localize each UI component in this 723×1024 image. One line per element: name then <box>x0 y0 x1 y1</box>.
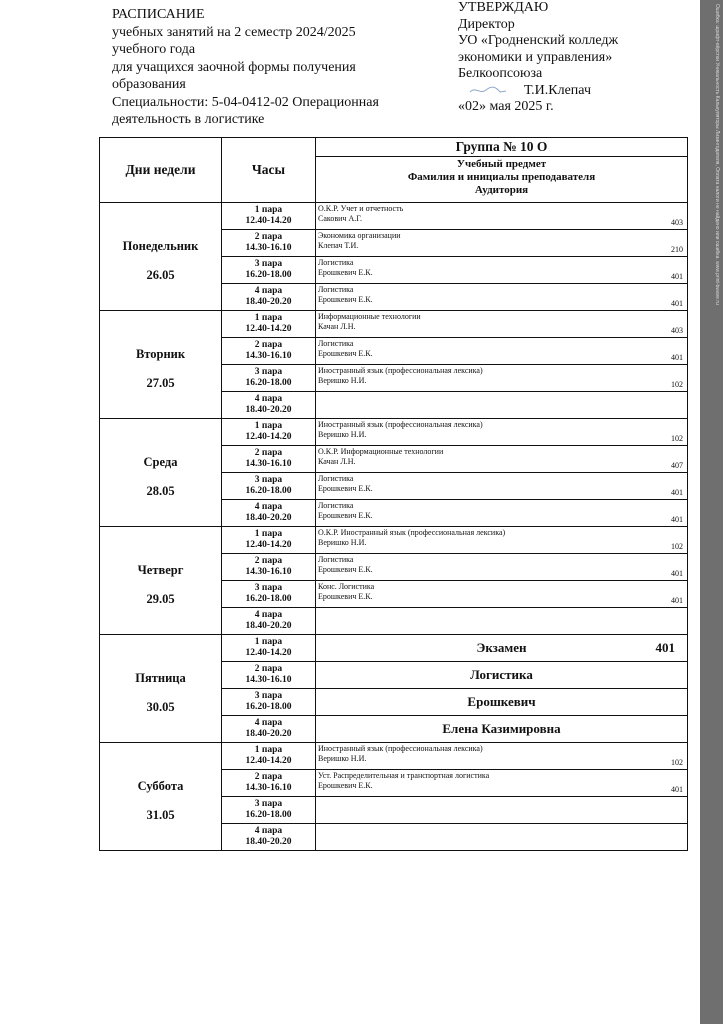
pair-time: 16.20-18.00 <box>245 378 292 388</box>
exam-text: Логистика <box>470 667 533 682</box>
subject-name: Логистика <box>318 285 354 294</box>
col-header-days: Дни недели <box>100 138 222 203</box>
approve-date: «02» мая 2025 г. <box>458 98 554 114</box>
subject-cell <box>316 500 688 527</box>
room-number: 401 <box>671 596 683 605</box>
hours-cell <box>222 203 316 230</box>
pair-label: 3 пара <box>254 366 283 377</box>
title-line: РАСПИСАНИЕ <box>112 7 205 22</box>
signer-name: Т.И.Клепач <box>524 82 591 98</box>
day-cell <box>100 203 222 311</box>
subject-cell <box>316 230 688 257</box>
pair-label: 2 пара <box>254 339 283 350</box>
pair-time: 12.40-14.20 <box>245 540 292 550</box>
hours-cell <box>222 743 316 770</box>
pair-time: 14.30-16.10 <box>245 567 292 577</box>
pair-time: 14.30-16.10 <box>245 243 292 253</box>
approval-block <box>458 0 658 115</box>
teacher-name: Ерошкевич Е.К. <box>318 592 373 601</box>
subject-name: Логистика <box>318 258 354 267</box>
subject-name: Логистика <box>318 339 354 348</box>
pair-label: 2 пара <box>254 663 283 674</box>
title-line: учебных занятий на 2 семестр 2024/2025 <box>112 24 356 40</box>
pair-time: 14.30-16.10 <box>245 675 292 685</box>
col-header-hours: Часы <box>222 138 316 203</box>
pair-time: 16.20-18.00 <box>245 594 292 604</box>
subject-cell <box>316 392 688 419</box>
pair-label: 3 пара <box>254 690 283 701</box>
pair-time: 14.30-16.10 <box>245 459 292 469</box>
room-number: 401 <box>671 569 683 578</box>
subject-header-line: Аудитория <box>474 184 529 196</box>
room-number: 401 <box>671 272 683 281</box>
approve-org-line: экономики и управления» <box>458 49 613 65</box>
subject-cell <box>316 419 688 446</box>
approve-position: Директор <box>458 16 515 32</box>
hours-cell <box>222 608 316 635</box>
subject-cell <box>316 770 688 797</box>
subject-name: Логистика <box>318 555 354 564</box>
hours-cell <box>222 689 316 716</box>
day-date: 29.05 <box>146 592 175 606</box>
hours-cell <box>222 581 316 608</box>
hours-cell <box>222 824 316 851</box>
hours-cell <box>222 338 316 365</box>
hours-cell <box>222 419 316 446</box>
pair-time: 12.40-14.20 <box>245 648 292 658</box>
hours-cell <box>222 311 316 338</box>
room-number: 401 <box>671 299 683 308</box>
day-name: Суббота <box>137 779 184 793</box>
teacher-name: Сакович А.Г. <box>318 214 362 223</box>
day-cell <box>100 419 222 527</box>
table-row <box>100 203 688 230</box>
subject-header-line: Фамилия и инициалы преподавателя <box>407 171 596 183</box>
hours-cell <box>222 797 316 824</box>
subject-name: О.К.Р. Иностранный язык (профессиональная лексика) <box>318 528 506 537</box>
subject-cell <box>316 797 688 824</box>
room-number: 210 <box>671 245 683 254</box>
teacher-name: Качан Л.Н. <box>318 457 356 466</box>
teacher-name: Веришко Н.И. <box>318 538 367 547</box>
hours-cell <box>222 716 316 743</box>
hours-cell <box>222 230 316 257</box>
pair-label: 3 пара <box>254 582 283 593</box>
teacher-name: Качан Л.Н. <box>318 322 356 331</box>
exam-line <box>316 662 688 689</box>
subject-name: Конс. Логистика <box>318 582 375 591</box>
teacher-name: Ерошкевич Е.К. <box>318 349 373 358</box>
subject-cell <box>316 446 688 473</box>
room-number: 102 <box>671 542 683 551</box>
title-line: для учащихся заочной формы получения <box>112 59 356 75</box>
subject-name: Информационные технологии <box>318 312 421 321</box>
hours-cell <box>222 473 316 500</box>
pair-time: 18.40-20.20 <box>245 297 292 307</box>
room-number: 102 <box>671 380 683 389</box>
hours-cell <box>222 446 316 473</box>
room-number: 401 <box>671 785 683 794</box>
room-number: 401 <box>671 515 683 524</box>
exam-room: 401 <box>655 640 675 655</box>
teacher-name: Ерошкевич Е.К. <box>318 484 373 493</box>
exam-line <box>316 716 688 743</box>
hours-cell <box>222 257 316 284</box>
room-number: 407 <box>671 461 683 470</box>
hours-cell <box>222 635 316 662</box>
title-line: образования <box>112 77 186 92</box>
subject-cell <box>316 581 688 608</box>
exam-text: Экзамен <box>476 640 527 655</box>
hours-cell <box>222 500 316 527</box>
pair-time: 18.40-20.20 <box>245 405 292 415</box>
day-date: 28.05 <box>146 484 175 498</box>
day-date: 31.05 <box>146 808 175 822</box>
teacher-name: Веришко Н.И. <box>318 754 367 763</box>
group-header: Группа № 10 О <box>316 138 688 157</box>
day-name: Пятница <box>135 671 186 685</box>
day-cell <box>100 743 222 851</box>
exam-title <box>316 635 688 662</box>
subject-name: Логистика <box>318 474 354 483</box>
pair-label: 2 пара <box>254 231 283 242</box>
subject-header-line: Учебный предмет <box>456 158 547 170</box>
room-number: 401 <box>671 488 683 497</box>
pair-label: 1 пара <box>254 204 283 215</box>
title-line: Специальности: 5-04-0412-02 Операционная <box>112 94 379 110</box>
table-row <box>100 635 688 662</box>
pair-label: 4 пара <box>254 285 283 296</box>
pair-label: 4 пара <box>254 393 283 404</box>
pair-time: 12.40-14.20 <box>245 432 292 442</box>
schedule-title-block <box>112 6 412 129</box>
approve-org-line: Белкоопсоюза <box>458 66 543 81</box>
table-row <box>100 527 688 554</box>
subject-name: О.К.Р. Информационные технологии <box>318 447 444 456</box>
hours-cell <box>222 662 316 689</box>
pair-label: 1 пара <box>254 528 283 539</box>
subject-cell <box>316 365 688 392</box>
pair-time: 14.30-16.10 <box>245 351 292 361</box>
subject-name: Уст. Распределительная и транспортная логистика <box>318 771 490 780</box>
pair-label: 2 пара <box>254 555 283 566</box>
pair-label: 3 пара <box>254 258 283 269</box>
pair-time: 16.20-18.00 <box>245 810 292 820</box>
subject-header <box>316 157 688 203</box>
pair-time: 18.40-20.20 <box>245 513 292 523</box>
pair-label: 1 пара <box>254 636 283 647</box>
day-date: 26.05 <box>146 268 175 282</box>
teacher-name: Веришко Н.И. <box>318 376 367 385</box>
pair-time: 12.40-14.20 <box>245 324 292 334</box>
pair-time: 12.40-14.20 <box>245 216 292 226</box>
pair-label: 4 пара <box>254 825 283 836</box>
room-number: 401 <box>671 353 683 362</box>
subject-cell <box>316 473 688 500</box>
pair-label: 1 пара <box>254 420 283 431</box>
day-date: 30.05 <box>146 700 175 714</box>
approve-org-line: УО «Гродненский колледж <box>458 33 619 48</box>
pair-label: 4 пара <box>254 501 283 512</box>
exam-text: Ерошкевич <box>467 694 536 709</box>
pair-label: 4 пара <box>254 609 283 620</box>
subject-cell <box>316 203 688 230</box>
exam-line <box>316 689 688 716</box>
side-note: Ошибка: шрифт-вёрстки Уникальность Калькуляторы Лизингодателя, Оплата налоги не найдено или ошибка. www.print-bwave.ru <box>714 4 720 305</box>
teacher-name: Ерошкевич Е.К. <box>318 295 373 304</box>
day-cell <box>100 311 222 419</box>
subject-cell <box>316 608 688 635</box>
teacher-name: Ерошкевич Е.К. <box>318 781 373 790</box>
pair-time: 16.20-18.00 <box>245 702 292 712</box>
subject-name: Иностранный язык (профессиональная лексика) <box>318 420 483 429</box>
room-number: 102 <box>671 434 683 443</box>
teacher-name: Клепач Т.И. <box>318 241 359 250</box>
pair-label: 3 пара <box>254 474 283 485</box>
room-number: 403 <box>671 218 683 227</box>
hours-cell <box>222 284 316 311</box>
title-line: учебного года <box>112 42 196 57</box>
title-line: деятельность в логистике <box>112 112 265 127</box>
teacher-name: Ерошкевич Е.К. <box>318 511 373 520</box>
teacher-name: Ерошкевич Е.К. <box>318 565 373 574</box>
hours-cell <box>222 392 316 419</box>
exam-text: Елена Казимировна <box>442 721 561 736</box>
approve-title: УТВЕРЖДАЮ <box>458 0 549 15</box>
hours-cell <box>222 527 316 554</box>
room-number: 102 <box>671 758 683 767</box>
schedule-body <box>100 203 688 851</box>
hours-cell <box>222 554 316 581</box>
subject-name: Иностранный язык (профессиональная лексика) <box>318 744 483 753</box>
pair-label: 1 пара <box>254 312 283 323</box>
pair-time: 18.40-20.20 <box>245 621 292 631</box>
subject-cell <box>316 311 688 338</box>
pair-time: 16.20-18.00 <box>245 270 292 280</box>
signature-row <box>458 83 658 99</box>
table-row <box>100 419 688 446</box>
subject-cell <box>316 743 688 770</box>
day-name: Вторник <box>135 347 186 361</box>
teacher-name: Веришко Н.И. <box>318 430 367 439</box>
hours-cell <box>222 770 316 797</box>
pair-time: 14.30-16.10 <box>245 783 292 793</box>
pair-label: 2 пара <box>254 771 283 782</box>
pair-label: 3 пара <box>254 798 283 809</box>
day-name: Среда <box>143 455 178 469</box>
day-name: Четверг <box>137 563 184 577</box>
subject-name: Экономика организации <box>318 231 401 240</box>
pair-time: 18.40-20.20 <box>245 837 292 847</box>
subject-cell <box>316 338 688 365</box>
hours-cell <box>222 365 316 392</box>
pair-time: 12.40-14.20 <box>245 756 292 766</box>
table-row <box>100 743 688 770</box>
day-cell <box>100 527 222 635</box>
subject-name: О.К.Р. Учет и отчетность <box>318 204 404 213</box>
table-row <box>100 311 688 338</box>
subject-cell <box>316 554 688 581</box>
subject-cell <box>316 257 688 284</box>
subject-name: Иностранный язык (профессиональная лексика) <box>318 366 483 375</box>
subject-cell <box>316 284 688 311</box>
pair-time: 18.40-20.20 <box>245 729 292 739</box>
day-date: 27.05 <box>146 376 175 390</box>
signature-icon <box>468 83 508 97</box>
day-name: Понедельник <box>122 239 199 253</box>
room-number: 403 <box>671 326 683 335</box>
pair-label: 1 пара <box>254 744 283 755</box>
pair-label: 2 пара <box>254 447 283 458</box>
subject-cell <box>316 527 688 554</box>
subject-cell <box>316 824 688 851</box>
pair-label: 4 пара <box>254 717 283 728</box>
day-cell <box>100 635 222 743</box>
teacher-name: Ерошкевич Е.К. <box>318 268 373 277</box>
subject-name: Логистика <box>318 501 354 510</box>
schedule-table <box>99 137 688 851</box>
pair-time: 16.20-18.00 <box>245 486 292 496</box>
